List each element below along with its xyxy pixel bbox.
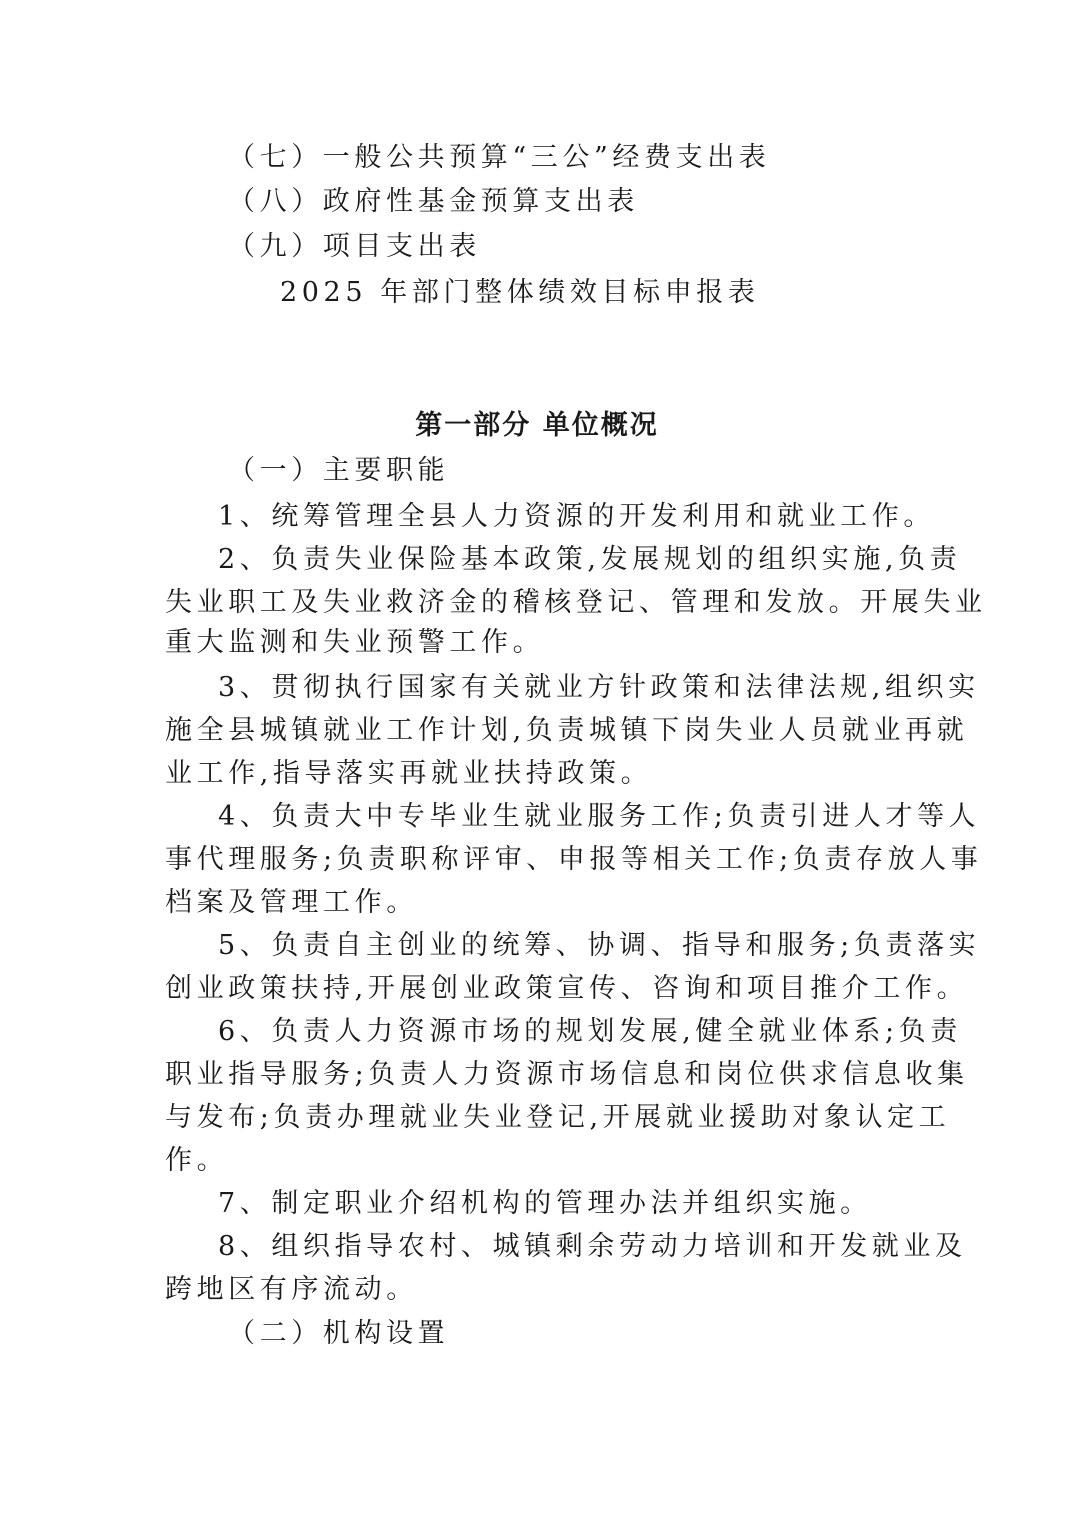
body-line: 2、负责失业保险基本政策,发展规划的组织实施,负责 xyxy=(218,544,962,575)
subsection-main-functions: （一）主要职能 xyxy=(228,455,450,486)
body-line: 跨地区有序流动。 xyxy=(165,1274,418,1305)
toc-item-9: （九）项目支出表 xyxy=(228,231,481,262)
toc-item-performance-table: 2025 年部门整体绩效目标申报表 xyxy=(280,277,760,308)
body-line: 失业职工及失业救济金的稽核登记、管理和发放。开展失业 xyxy=(165,587,987,618)
body-line: 6、负责人力资源市场的规划发展,健全就业体系;负责 xyxy=(218,1016,962,1047)
body-line: 业工作,指导落实再就业扶持政策。 xyxy=(165,758,653,789)
body-line: 7、制定职业介绍机构的管理办法并组织实施。 xyxy=(218,1188,872,1219)
toc-item-7: （七）一般公共预算“三公”经费支出表 xyxy=(228,142,771,173)
body-line: 重大监测和失业预警工作。 xyxy=(165,627,545,658)
body-line: 8、组织指导农村、城镇剩余劳动力培训和开发就业及 xyxy=(218,1231,967,1262)
body-line: 创业政策扶持,开展创业政策宣传、咨询和项目推介工作。 xyxy=(165,973,969,1004)
body-line: 1、统筹管理全县人力资源的开发利用和就业工作。 xyxy=(218,501,935,532)
subsection-org-structure: （二）机构设置 xyxy=(228,1318,450,1349)
body-line: 与发布;负责办理就业失业登记,开展就业援助对象认定工 xyxy=(165,1102,951,1133)
body-line: 5、负责自主创业的统筹、协调、指导和服务;负责落实 xyxy=(218,930,981,961)
body-line: 职业指导服务;负责人力资源市场信息和岗位供求信息收集 xyxy=(165,1059,969,1090)
body-line: 作。 xyxy=(165,1145,229,1176)
body-line: 4、负责大中专毕业生就业服务工作;负责引进人才等人 xyxy=(218,801,981,832)
body-line: 施全县城镇就业工作计划,负责城镇下岗失业人员就业再就 xyxy=(165,715,969,746)
body-line: 事代理服务;负责职称评审、申报等相关工作;负责存放人事 xyxy=(165,844,983,875)
section-title: 第一部分 单位概况 xyxy=(415,410,659,441)
body-line: 3、贯彻执行国家有关就业方针政策和法律法规,组织实 xyxy=(218,672,980,703)
toc-item-8: （八）政府性基金预算支出表 xyxy=(228,186,639,217)
body-line: 档案及管理工作。 xyxy=(165,887,418,918)
